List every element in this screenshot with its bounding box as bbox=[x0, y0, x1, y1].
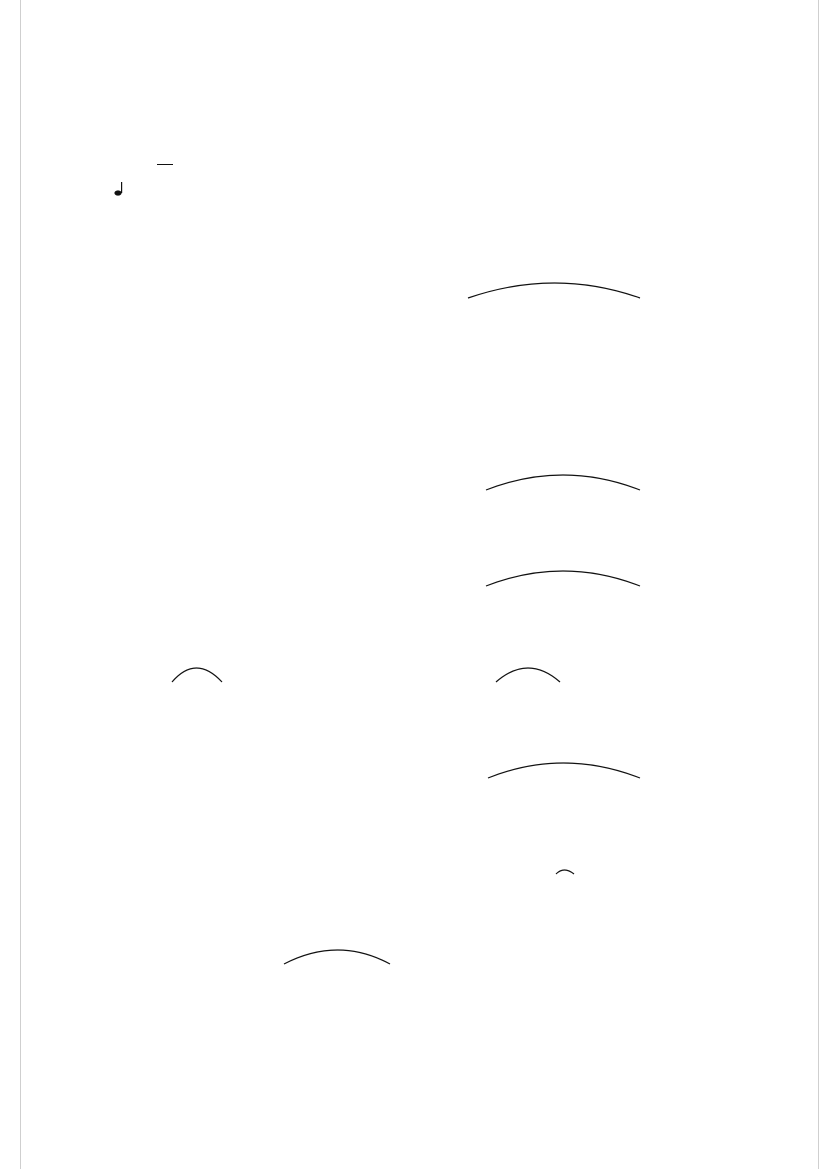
slur bbox=[486, 475, 640, 490]
slur bbox=[172, 668, 222, 682]
slur bbox=[486, 571, 640, 586]
slur bbox=[556, 870, 574, 874]
slur bbox=[284, 950, 390, 964]
slur bbox=[488, 763, 640, 778]
slur bbox=[496, 668, 560, 682]
slur bbox=[468, 283, 640, 298]
